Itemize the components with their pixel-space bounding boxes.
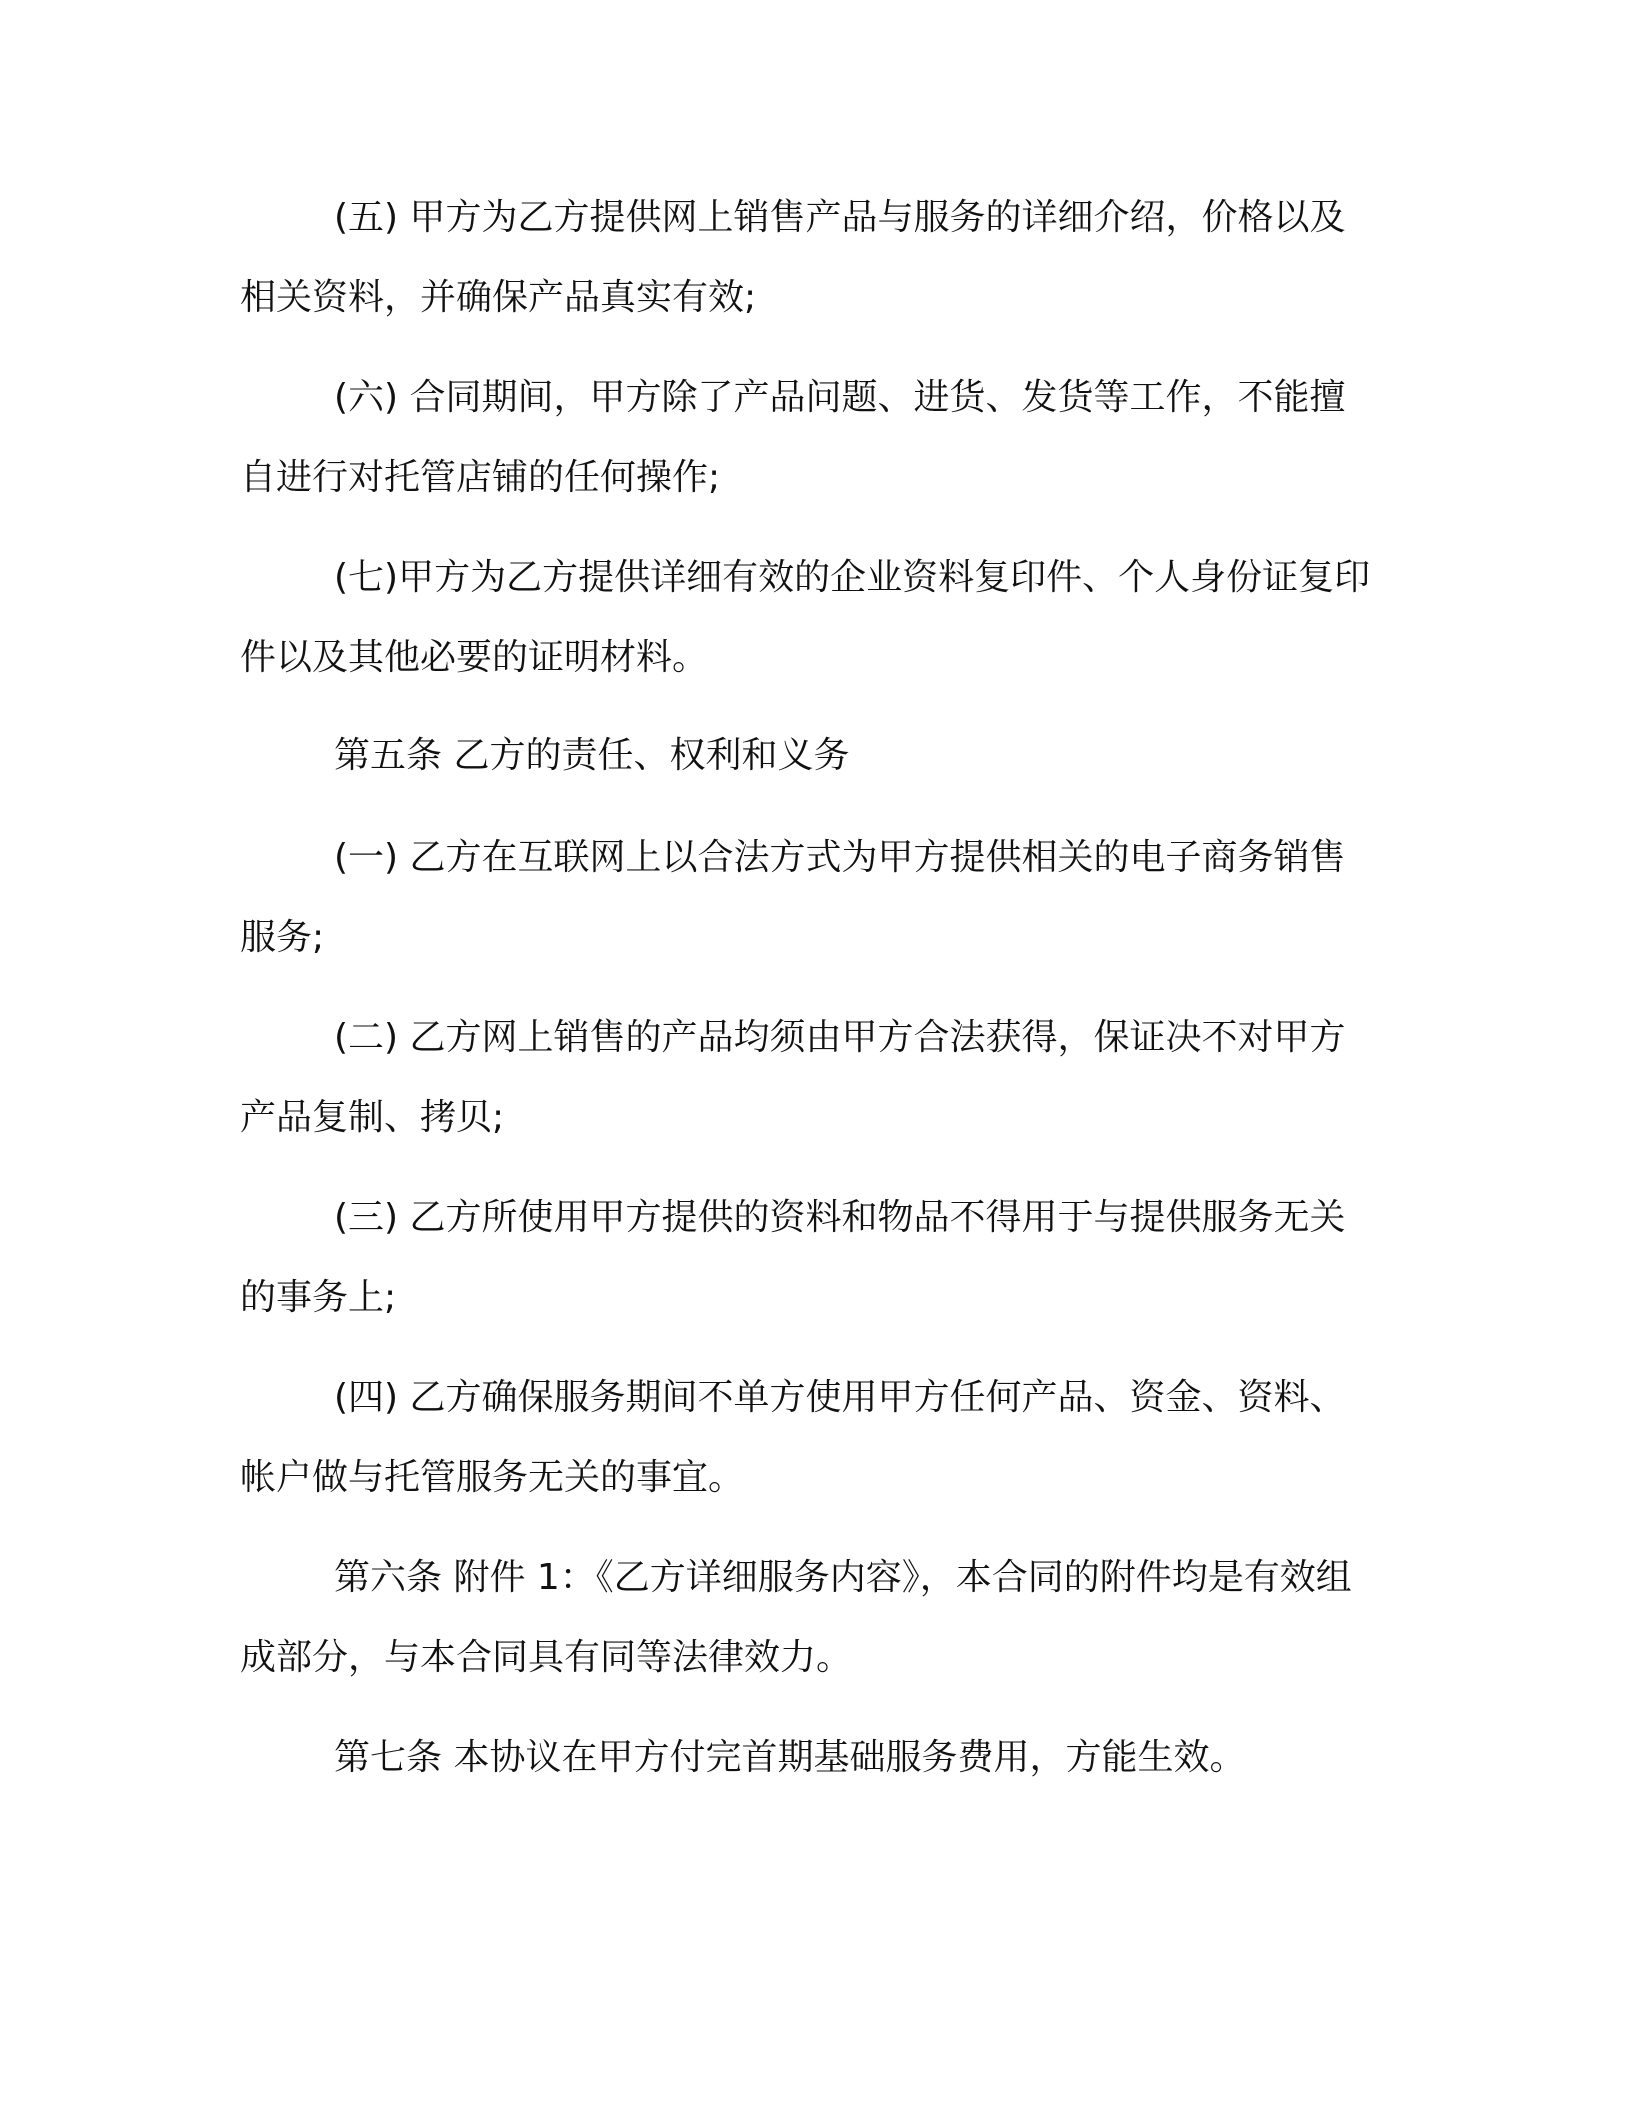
clause-5-item-4: (四) 乙方确保服务期间不单方使用甲方任何产品、资金、资料、帐户做与托管服务无关的事宜。 — [240, 1377, 1346, 1498]
clause-4-item-6: (六) 合同期间，甲方除了产品问题、进货、发货等工作，不能擅自进行对托管店铺的任何操作; — [240, 377, 1346, 498]
clause-7: 第七条 本协议在甲方付完首期基础服务费用，方能生效。 — [334, 1737, 1246, 1778]
clause-5-item-3: (三) 乙方所使用甲方提供的资料和物品不得用于与提供服务无关的事务上; — [240, 1197, 1346, 1318]
clause-5-item-2: (二) 乙方网上销售的产品均须由甲方合法获得，保证决不对甲方产品复制、拷贝; — [240, 1017, 1346, 1138]
clause-4-item-7: (七)甲方为乙方提供详细有效的企业资料复印件、个人身份证复印件以及其他必要的证明材料。 — [240, 557, 1371, 678]
clause-5-heading: 第五条 乙方的责任、权利和义务 — [334, 735, 850, 776]
clause-5-item-1: (一) 乙方在互联网上以合法方式为甲方提供相关的电子商务销售服务; — [240, 837, 1346, 958]
clause-6: 第六条 附件 1：《乙方详细服务内容》，本合同的附件均是有效组成部分，与本合同具有同等法律效力。 — [240, 1557, 1352, 1678]
clause-4-item-5: (五) 甲方为乙方提供网上销售产品与服务的详细介绍，价格以及相关资料，并确保产品真实有效; — [240, 197, 1346, 318]
